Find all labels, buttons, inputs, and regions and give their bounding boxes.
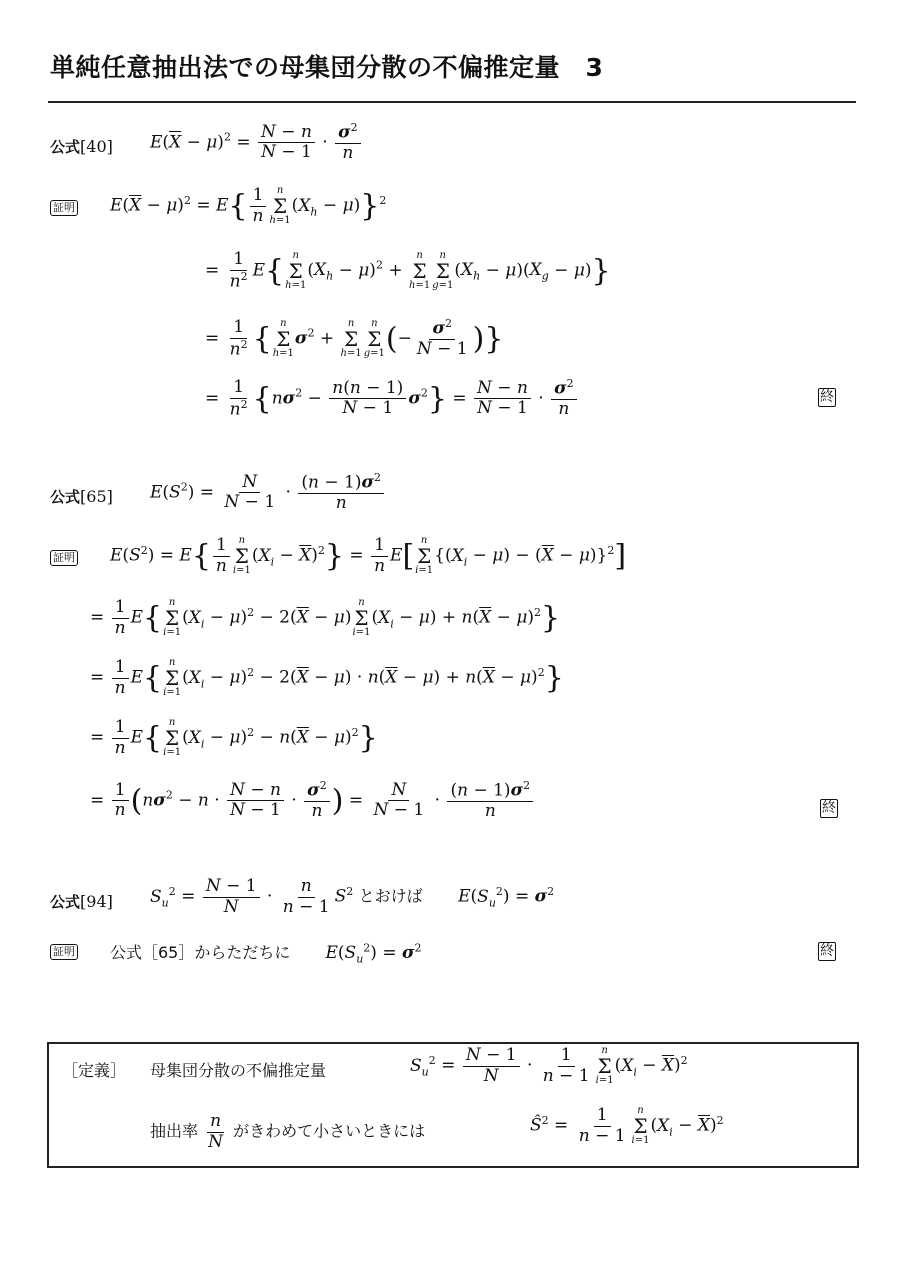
proof-65-line5: = $\frac{1}{n}$ ($n\sigma^2 - n$ · $\frac{N - n}{N - 1}$ · $\frac{\sigma^2}{n}$ ) = $\frac{N}{N - 1}$ · $\frac{(n - 1)\sigma^2}{n}$ [90,780,535,822]
title-divider [48,101,856,103]
definition-line2-text-b: がきわめて小さいときには [233,1121,426,1141]
formula-40-label [50,136,113,157]
proof-40-line4: = $\frac{1}{n^2}$ {$n\sigma^2$ − $\frac{n(n - 1)}{N - 1}$ $\sigma^2$} = $\frac{N - n}{N - 1}$ · $\frac{\sigma^2}{n}$ [205,378,579,420]
proof-65-line2: = $\frac{1}{n}$ E{ n Σ i=1 $(X_i - \mu)^2 - 2(\overline{X} - \mu)$ n Σ i=1 $(X_i - \mu) + n(\overline{X} - \mu)^2$} [90,597,561,639]
formula-65-label [50,486,113,507]
definition-line1-formula: $S_u^2$ = $\frac{N - 1}{N}$ · $\frac{1}{n - 1}$ n Σ i=1 $(X_i - \overline{X})^2$ [410,1045,688,1087]
formula-65-statement: $E(S^2)$ = $\frac{N}{N - 1}$ · $\frac{(n - 1)\sigma^2}{n}$ [150,472,386,514]
formula-94-statement: $S_u^2$ = $\frac{N - 1}{N}$ · $\frac{n}{n - 1}$ $S^2$ とおけば $E(S_u^2) = \sigma^2$ [150,876,555,917]
proof-40-line1: $E(\overline{X} - \mu)^2 = E${ $\frac{1}{n}$ n Σ h=1 $(X_h - \mu)\}^2$ [110,185,387,227]
proof-badge: 証明 [50,944,78,960]
definition-line2-text-a: 抽出率 [150,1121,199,1141]
end-badge: 終 [822,800,836,816]
formula-number: [65] [80,487,113,506]
proof-badge: 証明 [50,550,78,566]
proof-65-line1: $E(S^2) = E${ $\frac{1}{n}$ n Σ i=1 $(X_i - \overline{X})^2$} = $\frac{1}{n}$ E[ n Σ i=1 $\{(X_i - \mu) - (\overline{X} - \mu)\}^2$] [110,535,627,577]
definition-tag: ［定義］ [62,1061,127,1080]
definition-line2-formula: $Ŝ^2$ = $\frac{1}{n - 1}$ n Σ i=1 $(X_i - \overline{X})^2$ [530,1105,724,1147]
proof-40-line2: = $\frac{1}{n^2}$ E{ n Σ h=1 $(X_h - \mu)^2$ + n Σ h=1 n Σ g=1 $(X_h - \mu)(X_g - \mu)$} [205,249,611,292]
formula-number: [40] [80,137,113,156]
end-badge: 終 [820,389,834,405]
page-title: 単純任意抽出法での母集団分散の不偏推定量 3 [50,53,604,82]
definition-line1-text: 母集団分散の不偏推定量 [150,1061,327,1080]
proof-94-text: 公式［65］からただちに [110,943,291,962]
end-badge: 終 [820,943,834,959]
proof-badge: 証明 [50,200,78,216]
definition-line2: 抽出率 $\frac{n}{N}$ がきわめて小さいときには [150,1111,426,1152]
proof-94-formula: $E(S_u^2) = \sigma^2$ [325,941,422,966]
formula-94-okeba-text: とおけば [358,886,423,906]
proof-65-line3: = $\frac{1}{n}$ E{ n Σ i=1 $(X_i - \mu)^2 - 2(\overline{X} - \mu) \cdot n(\overline{X} - \mu) + n(\overline{X} - \mu)^2$} [90,657,564,699]
formula-label-text: 公式 [50,488,81,506]
proof-65-line4: = $\frac{1}{n}$ E{ n Σ i=1 $(X_i - \mu)^2 - n(\overline{X} - \mu)^2$} [90,717,378,759]
formula-label-text: 公式 [50,138,81,156]
formula-label-text: 公式 [50,893,81,911]
formula-40-statement: $E(\overline{X} - \mu)^2$ = $\frac{N - n}{N - 1}$ · $\frac{\sigma^2}{n}$ [150,122,363,164]
proof-94-line [110,940,422,965]
formula-94-label [50,891,113,912]
proof-40-line3: = $\frac{1}{n^2}$ { n Σ h=1 $\sigma^2$ + n Σ h=1 n Σ g=1 (− $\frac{\sigma^2}{N - 1}$ )} [205,317,504,360]
formula-number: [94] [80,892,113,911]
